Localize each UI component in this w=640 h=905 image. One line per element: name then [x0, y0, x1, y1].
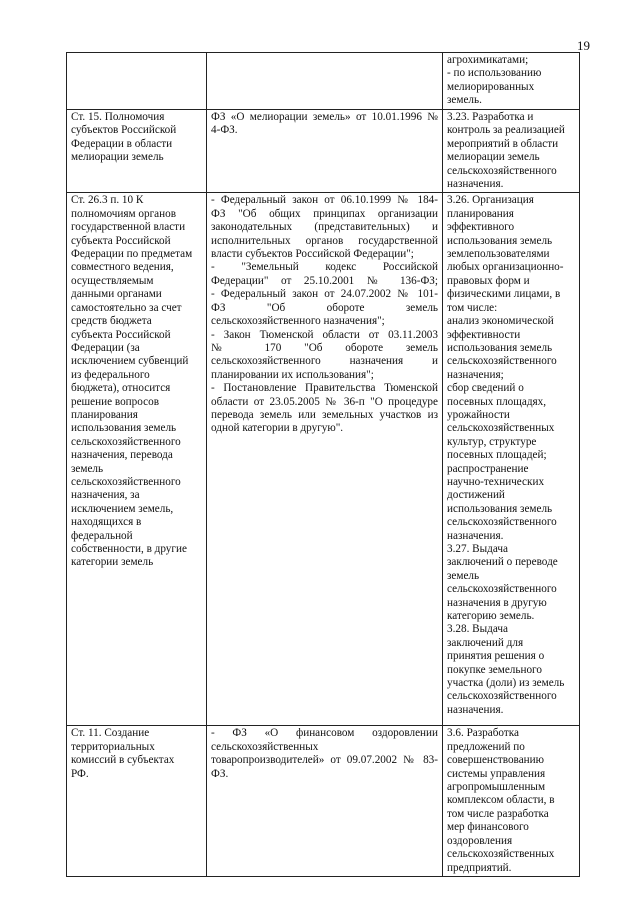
cell-line: находящихся в — [71, 516, 142, 529]
table-row — [67, 193, 580, 726]
cell-line: планирования — [447, 207, 514, 220]
authority-function-cell — [443, 193, 580, 726]
cell-line: назначения, за — [71, 489, 140, 502]
cell-line: заключений о переводе — [447, 556, 558, 569]
cell-line: ФЗ. — [211, 767, 229, 780]
cell-line: системы управления — [447, 767, 546, 780]
cell-line: посевных площадей; — [447, 449, 547, 462]
cell-line: государственной власти — [71, 221, 186, 234]
page-number: 19 — [577, 38, 590, 53]
cell-line: любых организационно- — [447, 261, 564, 274]
cell-line: - Закон Тюменской области от 03.11.2003 — [211, 328, 438, 341]
cell-line: ФЗ "Об обороте земель — [211, 301, 438, 314]
cell-line: - Федеральный закон от 24.07.2002 № 101- — [211, 288, 438, 301]
cell-line: физическими лицами, в — [447, 288, 561, 301]
cell-line: решение вопросов — [71, 395, 159, 408]
cell-line: сельскохозяйственных — [211, 740, 319, 753]
cell-line: земель. — [447, 94, 482, 107]
cell-line: распространение — [447, 462, 529, 475]
cell-line: назначения в другую — [447, 596, 547, 609]
cell-line: комиссий в субъектах — [71, 754, 175, 767]
cell-line: том числе: — [447, 301, 498, 314]
cell-line: собственности, в другие — [71, 543, 187, 555]
cell-line: сельскохозяйственного назначения"; — [211, 315, 385, 328]
cell-line: совместного ведения, — [71, 261, 174, 274]
cell-line: осуществляемым — [71, 274, 154, 287]
cell-line: планирования — [71, 408, 138, 421]
law-article-cell — [67, 193, 207, 726]
cell-line: Федерации" от 25.10.2001 № 136-ФЗ; — [211, 274, 438, 287]
cell-line: земель — [71, 462, 104, 475]
federal-law-cell — [207, 193, 443, 726]
cell-line: назначения. — [447, 178, 504, 191]
cell-line: 3.28. Выдача — [447, 623, 508, 636]
cell-line: сбор сведений о — [447, 382, 524, 395]
cell-line: научно-технических — [447, 475, 545, 488]
cell-line: контроль за реализацией — [447, 124, 565, 137]
cell-line: Федерации по предметам — [71, 248, 193, 261]
cell-line: № 170 "Об обороте земель — [211, 341, 438, 354]
cell-line: Ст. 11. Создание — [71, 727, 150, 740]
cell-line: мероприятий в области — [447, 137, 559, 150]
cell-line: товаропроизводителей» от 09.07.2002 № 83- — [211, 754, 438, 767]
cell-line: сельскохозяйственного — [447, 164, 557, 177]
cell-line: использования земель — [447, 502, 553, 515]
cell-line: использования земель — [447, 341, 553, 354]
cell-line: одной категории в другую". — [211, 422, 344, 435]
table-row — [67, 726, 580, 877]
cell-line: достижений — [447, 489, 505, 502]
cell-line: Ст. 15. Полномочия — [71, 111, 165, 123]
cell-line: мелиорации земель — [71, 151, 164, 164]
cell-line: землепользователями — [447, 248, 550, 261]
cell-line: сельскохозяйственного назначения и — [211, 355, 438, 368]
cell-line: РФ. — [71, 767, 89, 780]
law-article-cell — [67, 110, 207, 193]
cell-line: предложений по — [447, 740, 525, 753]
authority-function-cell — [443, 110, 580, 193]
cell-line: 3.23. Разработка и — [447, 111, 534, 123]
cell-line: средств бюджета — [71, 315, 152, 328]
cell-line: ФЗ «О мелиорации земель» от 10.01.1996 № — [211, 111, 438, 123]
federal-law-cell — [207, 53, 443, 110]
cell-line: использования земель — [71, 422, 177, 435]
cell-line: субъекта Российской — [71, 234, 171, 247]
cell-line: анализ экономической — [447, 315, 554, 328]
cell-line: покупке земельного — [447, 663, 542, 676]
cell-line: федеральной — [71, 529, 133, 542]
cell-line: 3.6. Разработка — [447, 727, 520, 740]
cell-line: законодательных (представительных) и — [211, 221, 438, 234]
cell-line: из федерального — [71, 368, 150, 381]
cell-line: эффективности — [447, 328, 521, 341]
cell-line: мер финансового — [447, 821, 529, 834]
cell-line: принятия решения о — [447, 650, 545, 663]
cell-line: назначения; — [447, 368, 504, 381]
cell-line: сельскохозяйственного — [447, 516, 557, 529]
cell-line: агропромышленным — [447, 781, 546, 794]
cell-line: - по использованию — [447, 67, 542, 80]
cell-line: сельскохозяйственных — [447, 422, 555, 435]
cell-line: 4-ФЗ. — [211, 124, 238, 137]
cell-line: использования земель — [447, 234, 553, 247]
cell-line: Федерации в области — [71, 137, 173, 150]
cell-line: сельскохозяйственного — [71, 475, 181, 488]
cell-line: назначения, перевода — [71, 449, 173, 462]
federal-law-cell — [207, 110, 443, 193]
cell-line: исключением субвенций — [71, 355, 189, 368]
federal-law-cell — [207, 726, 443, 877]
cell-line: посевных площадях, — [447, 395, 547, 408]
cell-line: бюджета), относится — [71, 382, 171, 395]
cell-line: эффективного — [447, 221, 515, 234]
cell-line: земель — [447, 569, 480, 582]
cell-line: 3.27. Выдача — [447, 543, 508, 555]
cell-line: - ФЗ «О финансовом оздоровлении — [211, 727, 438, 740]
cell-line: урожайности — [447, 408, 510, 421]
cell-line: категории земель — [71, 556, 154, 569]
cell-line: сельскохозяйственного — [71, 435, 181, 448]
cell-line: сельскохозяйственного — [447, 355, 557, 368]
cell-line: мелиорированных — [447, 80, 535, 93]
cell-line: перевода земель или земельных участков из — [211, 408, 438, 421]
cell-line: оздоровления — [447, 834, 513, 847]
cell-line: области от 23.05.2005 № 36-п "О процедуре — [211, 395, 438, 408]
cell-line: агрохимикатами; — [447, 54, 529, 66]
cell-line: сельскохозяйственного — [447, 690, 557, 703]
cell-line: предприятий. — [447, 861, 512, 874]
law-article-cell — [67, 53, 207, 110]
cell-line: власти субъектов Российской Федерации"; — [211, 248, 414, 261]
cell-line: исполнительных органов государственной — [211, 234, 438, 247]
cell-line: культур, структуре — [447, 435, 537, 448]
cell-line: - Постановление Правительства Тюменской — [211, 382, 438, 395]
table-row — [67, 53, 580, 110]
cell-line: - Федеральный закон от 06.10.1999 № 184- — [211, 194, 438, 207]
cell-line: назначения. — [447, 703, 504, 716]
law-article-cell — [67, 726, 207, 877]
authority-function-cell — [443, 726, 580, 877]
cell-line: мелиорации земель — [447, 151, 540, 164]
cell-line: полномочиям органов — [71, 207, 177, 220]
legislation-table — [66, 52, 580, 877]
cell-line: категорию земель. — [447, 610, 535, 623]
cell-line: Федерации (за — [71, 341, 140, 354]
cell-line: совершенствованию — [447, 754, 544, 767]
authority-function-cell — [443, 53, 580, 110]
cell-line: участка (доли) из земель — [447, 677, 565, 690]
cell-line: субъектов Российской — [71, 124, 177, 137]
cell-line: правовых форм и — [447, 274, 530, 287]
cell-line: планировании их использования"; — [211, 368, 374, 381]
cell-line: территориальных — [71, 740, 155, 753]
cell-line: сельскохозяйственного — [447, 583, 557, 596]
cell-line: сельскохозяйственных — [447, 848, 555, 861]
cell-line: комплексом области, в — [447, 794, 555, 807]
cell-line: данными органами — [71, 288, 162, 301]
cell-line: исключением земель, — [71, 502, 174, 515]
cell-line: 3.26. Организация — [447, 194, 534, 207]
cell-line: - "Земельный кодекс Российской — [211, 261, 438, 274]
cell-line: назначения. — [447, 529, 504, 542]
cell-line: заключений для — [447, 636, 524, 649]
cell-line: самостоятельно за счет — [71, 301, 182, 314]
table-row — [67, 110, 580, 193]
cell-line: ФЗ "Об общих принципах организации — [211, 207, 438, 220]
cell-line: субъекта Российской — [71, 328, 171, 341]
cell-line: Ст. 26.3 п. 10 К — [71, 194, 144, 207]
cell-line: том числе разработка — [447, 807, 549, 820]
